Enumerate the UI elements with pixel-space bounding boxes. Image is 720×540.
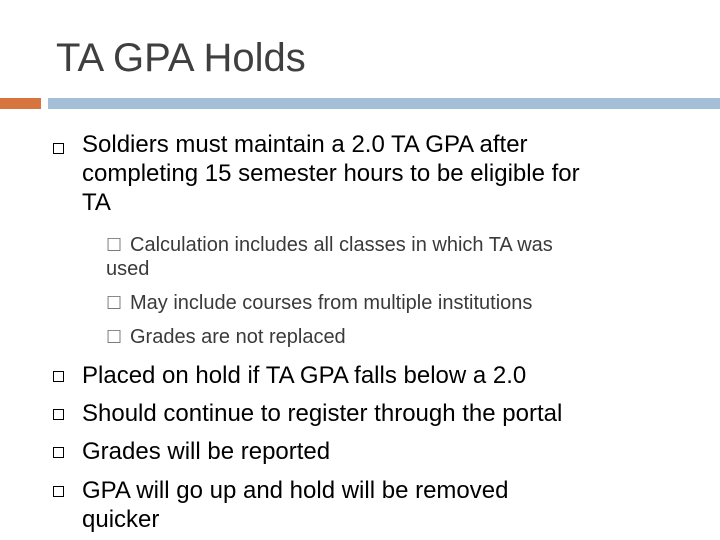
bullet-5-line-1: GPA will go up and hold will be removed [82, 477, 509, 504]
sub-bullet-2 [106, 291, 686, 315]
hollow-square-icon [53, 409, 64, 420]
bullet-4: Grades will be reported [82, 438, 331, 465]
bullet-2: Placed on hold if TA GPA falls below a 2.0 [82, 362, 527, 389]
sub-bullet-1-line-2: used [106, 258, 150, 280]
title-rule [48, 98, 720, 109]
sub-bullet-1 [106, 233, 686, 281]
hollow-square-icon [53, 486, 64, 497]
hollow-square-icon [53, 447, 64, 458]
hollow-square-icon [53, 371, 64, 382]
sub-bullet-2-text: May include courses from multiple institutions [130, 292, 533, 314]
sub-bullet-3-text: Grades are not replaced [130, 326, 346, 348]
bullet-3: Should continue to register through the portal [82, 400, 563, 427]
bullet-1-line-2: completing 15 semester hours to be eligible for [82, 160, 580, 187]
hollow-square-icon: ☐ [106, 293, 123, 313]
hollow-square-icon: ☐ [106, 327, 123, 347]
bullet-1 [82, 130, 702, 217]
bullet-1-line-3: TA [82, 189, 111, 216]
bullet-5-line-2: quicker [82, 506, 160, 533]
hollow-square-icon [53, 143, 64, 154]
bullet-5 [82, 476, 702, 534]
sub-bullet-1-line-1: Calculation includes all classes in which TA was [130, 234, 553, 256]
bullet-1-line-1: Soldiers must maintain a 2.0 TA GPA after [82, 131, 528, 158]
hollow-square-icon: ☐ [106, 235, 123, 255]
sub-bullet-3 [106, 325, 686, 349]
title-rule-accent [0, 98, 41, 109]
slide-title: TA GPA Holds [56, 36, 306, 80]
